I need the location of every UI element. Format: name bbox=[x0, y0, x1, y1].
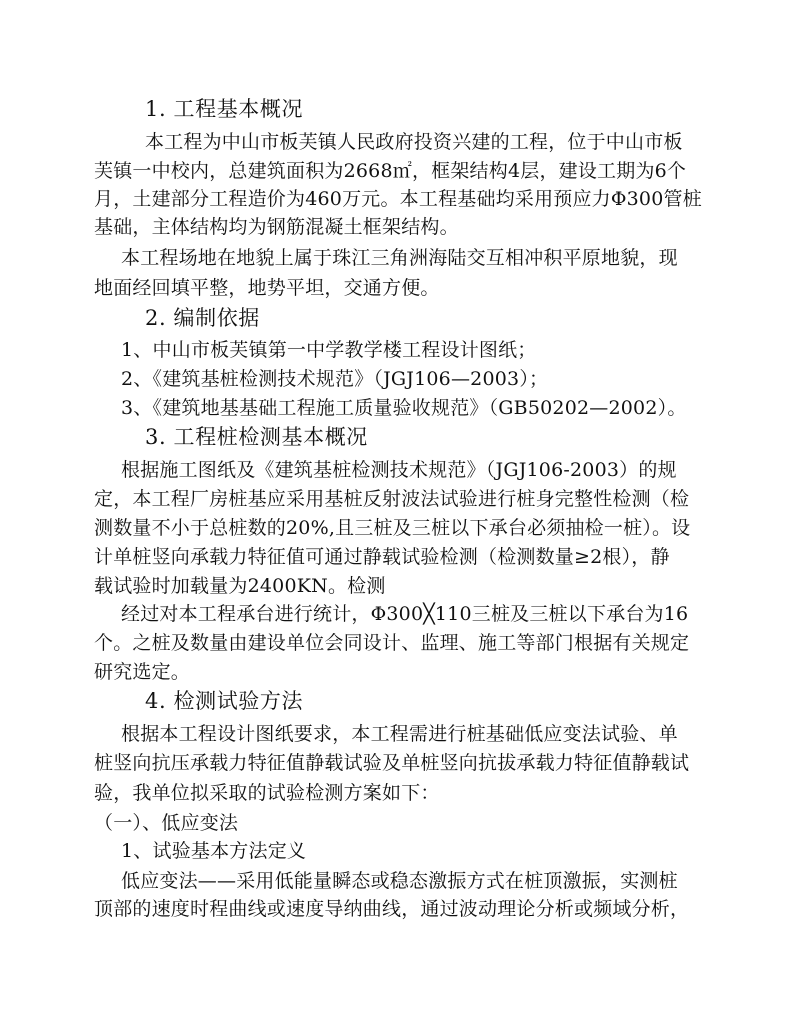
section-2-line-3: 3、《建筑地基基础工程施工质量验收规范》（GB50202—2002）。 bbox=[121, 397, 687, 419]
section-2-line-2: 2、《建筑基桩检测技术规范》（JGJ106—2003）； bbox=[121, 368, 549, 390]
section-3-line-4: 计单桩竖向承载力特征值可通过静载试验检测（检测数量≥2根），静 bbox=[94, 546, 670, 568]
section-4-line-3: 验，我单位拟采取的试验检测方案如下： bbox=[94, 782, 440, 804]
section-1-line-5: 本工程场地在地貌上属于珠江三角洲海陆交互相冲积平原地貌，现 bbox=[121, 247, 678, 269]
section-1-line-6: 地面经回填平整，地势平坦，交通方便。 bbox=[94, 277, 440, 299]
section-2-line-1: 1、中山市板芙镇第一中学教学楼工程设计图纸； bbox=[121, 339, 537, 361]
section-3-line-7: 个。之桩及数量由建设单位会同设计、监理、施工等部门根据有关规定 bbox=[94, 632, 690, 654]
section-4-line-1: 根据本工程设计图纸要求，本工程需进行桩基础低应变法试验、单 bbox=[121, 723, 678, 745]
section-1-line-4: 基础，主体结构均为钢筋混凝土框架结构。 bbox=[94, 216, 459, 238]
section-4-line-5: 1、试验基本方法定义 bbox=[121, 840, 307, 862]
section-4-heading: 4. 检测试验方法 bbox=[145, 689, 304, 713]
section-2-heading: 2. 编制依据 bbox=[145, 306, 260, 330]
section-3-line-1: 根据施工图纸及《建筑基桩检测技术规范》（JGJ106-2003）的规 bbox=[121, 459, 677, 481]
section-4-line-2: 桩竖向抗压承载力特征值静载试验及单桩竖向抗拔承载力特征值静载试 bbox=[94, 752, 690, 774]
section-1-line-3: 月，土建部分工程造价为460万元。本工程基础均采用预应力Φ300管桩 bbox=[94, 188, 702, 210]
section-1-line-2: 芙镇一中校内，总建筑面积为2668㎡，框架结构4层，建设工期为6个 bbox=[94, 160, 687, 182]
section-3-line-5: 载试验时加载量为2400KN。检测 bbox=[94, 575, 386, 597]
section-3-line-8: 研究选定。 bbox=[94, 661, 191, 683]
section-4-line-6: 低应变法——采用低能量瞬态或稳态激振方式在桩顶激振，实测桩 bbox=[121, 870, 678, 892]
section-3-line-6: 经过对本工程承台进行统计，Φ300╳110三桩及三桩以下承台为16 bbox=[121, 603, 689, 625]
section-3-line-2: 定，本工程厂房桩基应采用基桩反射波法试验进行桩身完整性检测（检 bbox=[94, 488, 690, 510]
section-3-line-3: 测数量不小于总桩数的20%,且三桩及三桩以下承台必须抽检一桩）。设 bbox=[94, 517, 691, 539]
section-4-line-7: 顶部的速度时程曲线或速度导纳曲线，通过波动理论分析或频域分析， bbox=[94, 898, 690, 920]
section-4-line-4: （一）、低应变法 bbox=[94, 812, 239, 834]
section-3-heading: 3. 工程桩检测基本概况 bbox=[145, 425, 368, 449]
section-1-heading: 1. 工程基本概况 bbox=[145, 97, 304, 121]
section-1-line-1: 本工程为中山市板芙镇人民政府投资兴建的工程，位于中山市板 bbox=[145, 131, 683, 153]
